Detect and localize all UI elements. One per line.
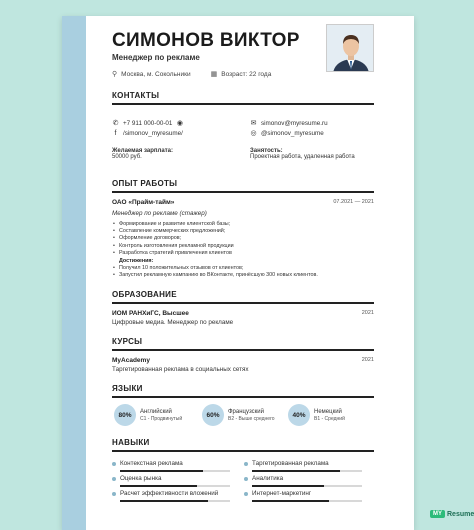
skill-level-fill — [120, 485, 197, 487]
facebook-text[interactable]: /simonov_myresume/ — [123, 130, 183, 137]
school-name: ИОМ РАНХиГС, Высшее — [112, 310, 189, 317]
section-rule — [112, 396, 374, 398]
company-name: ОАО «Прайм-тайм» — [112, 199, 175, 206]
location-text: Москва, м. Сокольники — [121, 70, 191, 78]
salary-block — [112, 148, 173, 160]
calendar-icon: ▦ — [210, 71, 218, 78]
skill-name: Интернет-маркетинг — [252, 490, 312, 497]
experience-section — [112, 179, 374, 193]
skill-name: Расчет эффективности вложений — [120, 490, 219, 497]
languages-title: ЯЗЫКИ — [112, 384, 143, 393]
skill-name: Аналитика — [252, 475, 284, 482]
education-program: Цифровые медиа. Менеджер по рекламе — [112, 319, 234, 326]
course-name: MyAcademy — [112, 357, 150, 364]
skill-item — [244, 475, 283, 482]
skill-level-bar — [120, 470, 230, 472]
skill-bullet-icon — [112, 492, 116, 496]
age-text: Возраст: 22 года — [221, 70, 272, 78]
language-level: C1 - Продвинутый — [140, 416, 183, 422]
language-percent: 60% — [202, 404, 224, 426]
language-percent: 80% — [114, 404, 136, 426]
skill-item — [244, 460, 329, 467]
skill-level-fill — [252, 500, 329, 502]
duties-list — [112, 221, 234, 257]
language-name: Английский — [140, 409, 172, 415]
mail-icon: ✉ — [250, 120, 257, 127]
email-row — [250, 120, 328, 127]
phone-text[interactable]: +7 911 000-00-01 — [123, 120, 173, 127]
list-item: • Оформление договоров; — [112, 235, 234, 242]
contacts-section — [112, 91, 374, 105]
section-rule — [112, 349, 374, 351]
viber-icon: ◉ — [176, 120, 183, 127]
courses-section — [112, 337, 374, 351]
language-name: Немецкий — [314, 409, 342, 415]
experience-title: ОПЫТ РАБОТЫ — [112, 179, 178, 188]
course-year: 2021 — [361, 357, 374, 363]
skill-level-bar — [252, 500, 362, 502]
list-item: • Разработка стратегий привлечения клиентов — [112, 250, 234, 257]
side-stripe — [62, 16, 86, 530]
employment-block — [250, 148, 355, 160]
skill-level-fill — [120, 470, 203, 472]
skills-section — [112, 438, 374, 452]
education-title: ОБРАЗОВАНИЕ — [112, 290, 177, 299]
achievements-list — [112, 265, 318, 279]
logo-text: Resume — [447, 510, 474, 518]
skill-bullet-icon — [244, 462, 248, 466]
skill-level-bar — [252, 470, 362, 472]
phone-row — [112, 120, 183, 127]
skill-name: Таргетированная реклама — [252, 460, 329, 467]
skill-bullet-icon — [112, 477, 116, 481]
list-item: • Составление коммерческих предложений; — [112, 228, 234, 235]
salary-label: Желаемая зарплата: — [112, 148, 173, 154]
skill-bullet-icon — [244, 477, 248, 481]
list-item: • Контроль изготовления рекламной продукции — [112, 243, 234, 250]
section-rule — [112, 450, 374, 452]
skills-title: НАВЫКИ — [112, 438, 150, 447]
courses-title: КУРСЫ — [112, 337, 143, 346]
course-subject: Таргетированная реклама в социальных сетях — [112, 366, 249, 373]
skill-level-fill — [252, 470, 340, 472]
experience-period: 07.2021 — 2021 — [333, 199, 374, 205]
employment-label: Занятость: — [250, 148, 283, 154]
candidate-photo — [326, 24, 374, 72]
skill-item — [244, 490, 311, 497]
email-text[interactable]: simonov@myresume.ru — [261, 120, 328, 127]
candidate-meta — [112, 70, 271, 78]
skill-item — [112, 475, 161, 482]
facebook-icon: f — [114, 130, 117, 137]
list-item: • Формирование и развитие клиентской базы; — [112, 221, 234, 228]
education-section — [112, 290, 374, 304]
skill-bullet-icon — [244, 492, 248, 496]
candidate-role: Менеджер по рекламе — [112, 53, 200, 62]
list-item: • Запустил рекламную кампанию во ВКонтакте, принёсшую 300 новых клиентов. — [112, 272, 318, 279]
instagram-icon: ◎ — [250, 130, 257, 137]
skill-level-bar — [120, 485, 230, 487]
myresume-logo — [430, 510, 474, 518]
list-item: • Получил 10 положительных отзывов от клиентов; — [112, 265, 318, 272]
employment-value: Проектная работа, удаленная работа — [250, 154, 355, 160]
section-rule — [112, 302, 374, 304]
skill-name: Контекстная реклама — [120, 460, 183, 467]
language-percent: 40% — [288, 404, 310, 426]
phone-icon: ✆ — [112, 120, 119, 127]
skill-level-fill — [252, 485, 324, 487]
contacts-title: КОНТАКТЫ — [112, 91, 160, 100]
salary-value: 50000 руб. — [112, 154, 142, 160]
achievements-label: Достижения: — [119, 258, 154, 264]
language-item — [202, 404, 275, 426]
logo-box: MY — [430, 510, 445, 518]
language-item — [288, 404, 345, 426]
instagram-row — [250, 130, 324, 137]
language-name: Французский — [228, 409, 264, 415]
skill-level-bar — [252, 485, 362, 487]
section-rule — [112, 191, 374, 193]
language-level: B2 - Выше среднего — [228, 416, 275, 422]
position-title: Менеджер по рекламе (стажер) — [112, 210, 207, 217]
skill-name: Оценка рынка — [120, 475, 162, 482]
candidate-name: СИМОНОВ ВИКТОР — [112, 30, 300, 51]
skill-level-bar — [120, 500, 230, 502]
facebook-row — [112, 130, 183, 137]
language-level: B1 - Средний — [314, 416, 345, 422]
skill-bullet-icon — [112, 462, 116, 466]
skill-item — [112, 460, 183, 467]
instagram-text[interactable]: @simonov_myresume — [261, 130, 324, 137]
languages-section — [112, 384, 374, 398]
skill-item — [112, 490, 218, 497]
section-rule — [112, 103, 374, 105]
education-year: 2021 — [361, 310, 374, 316]
location-pin-icon: ⚲ — [112, 71, 118, 78]
skill-level-fill — [120, 500, 208, 502]
language-item — [114, 404, 182, 426]
